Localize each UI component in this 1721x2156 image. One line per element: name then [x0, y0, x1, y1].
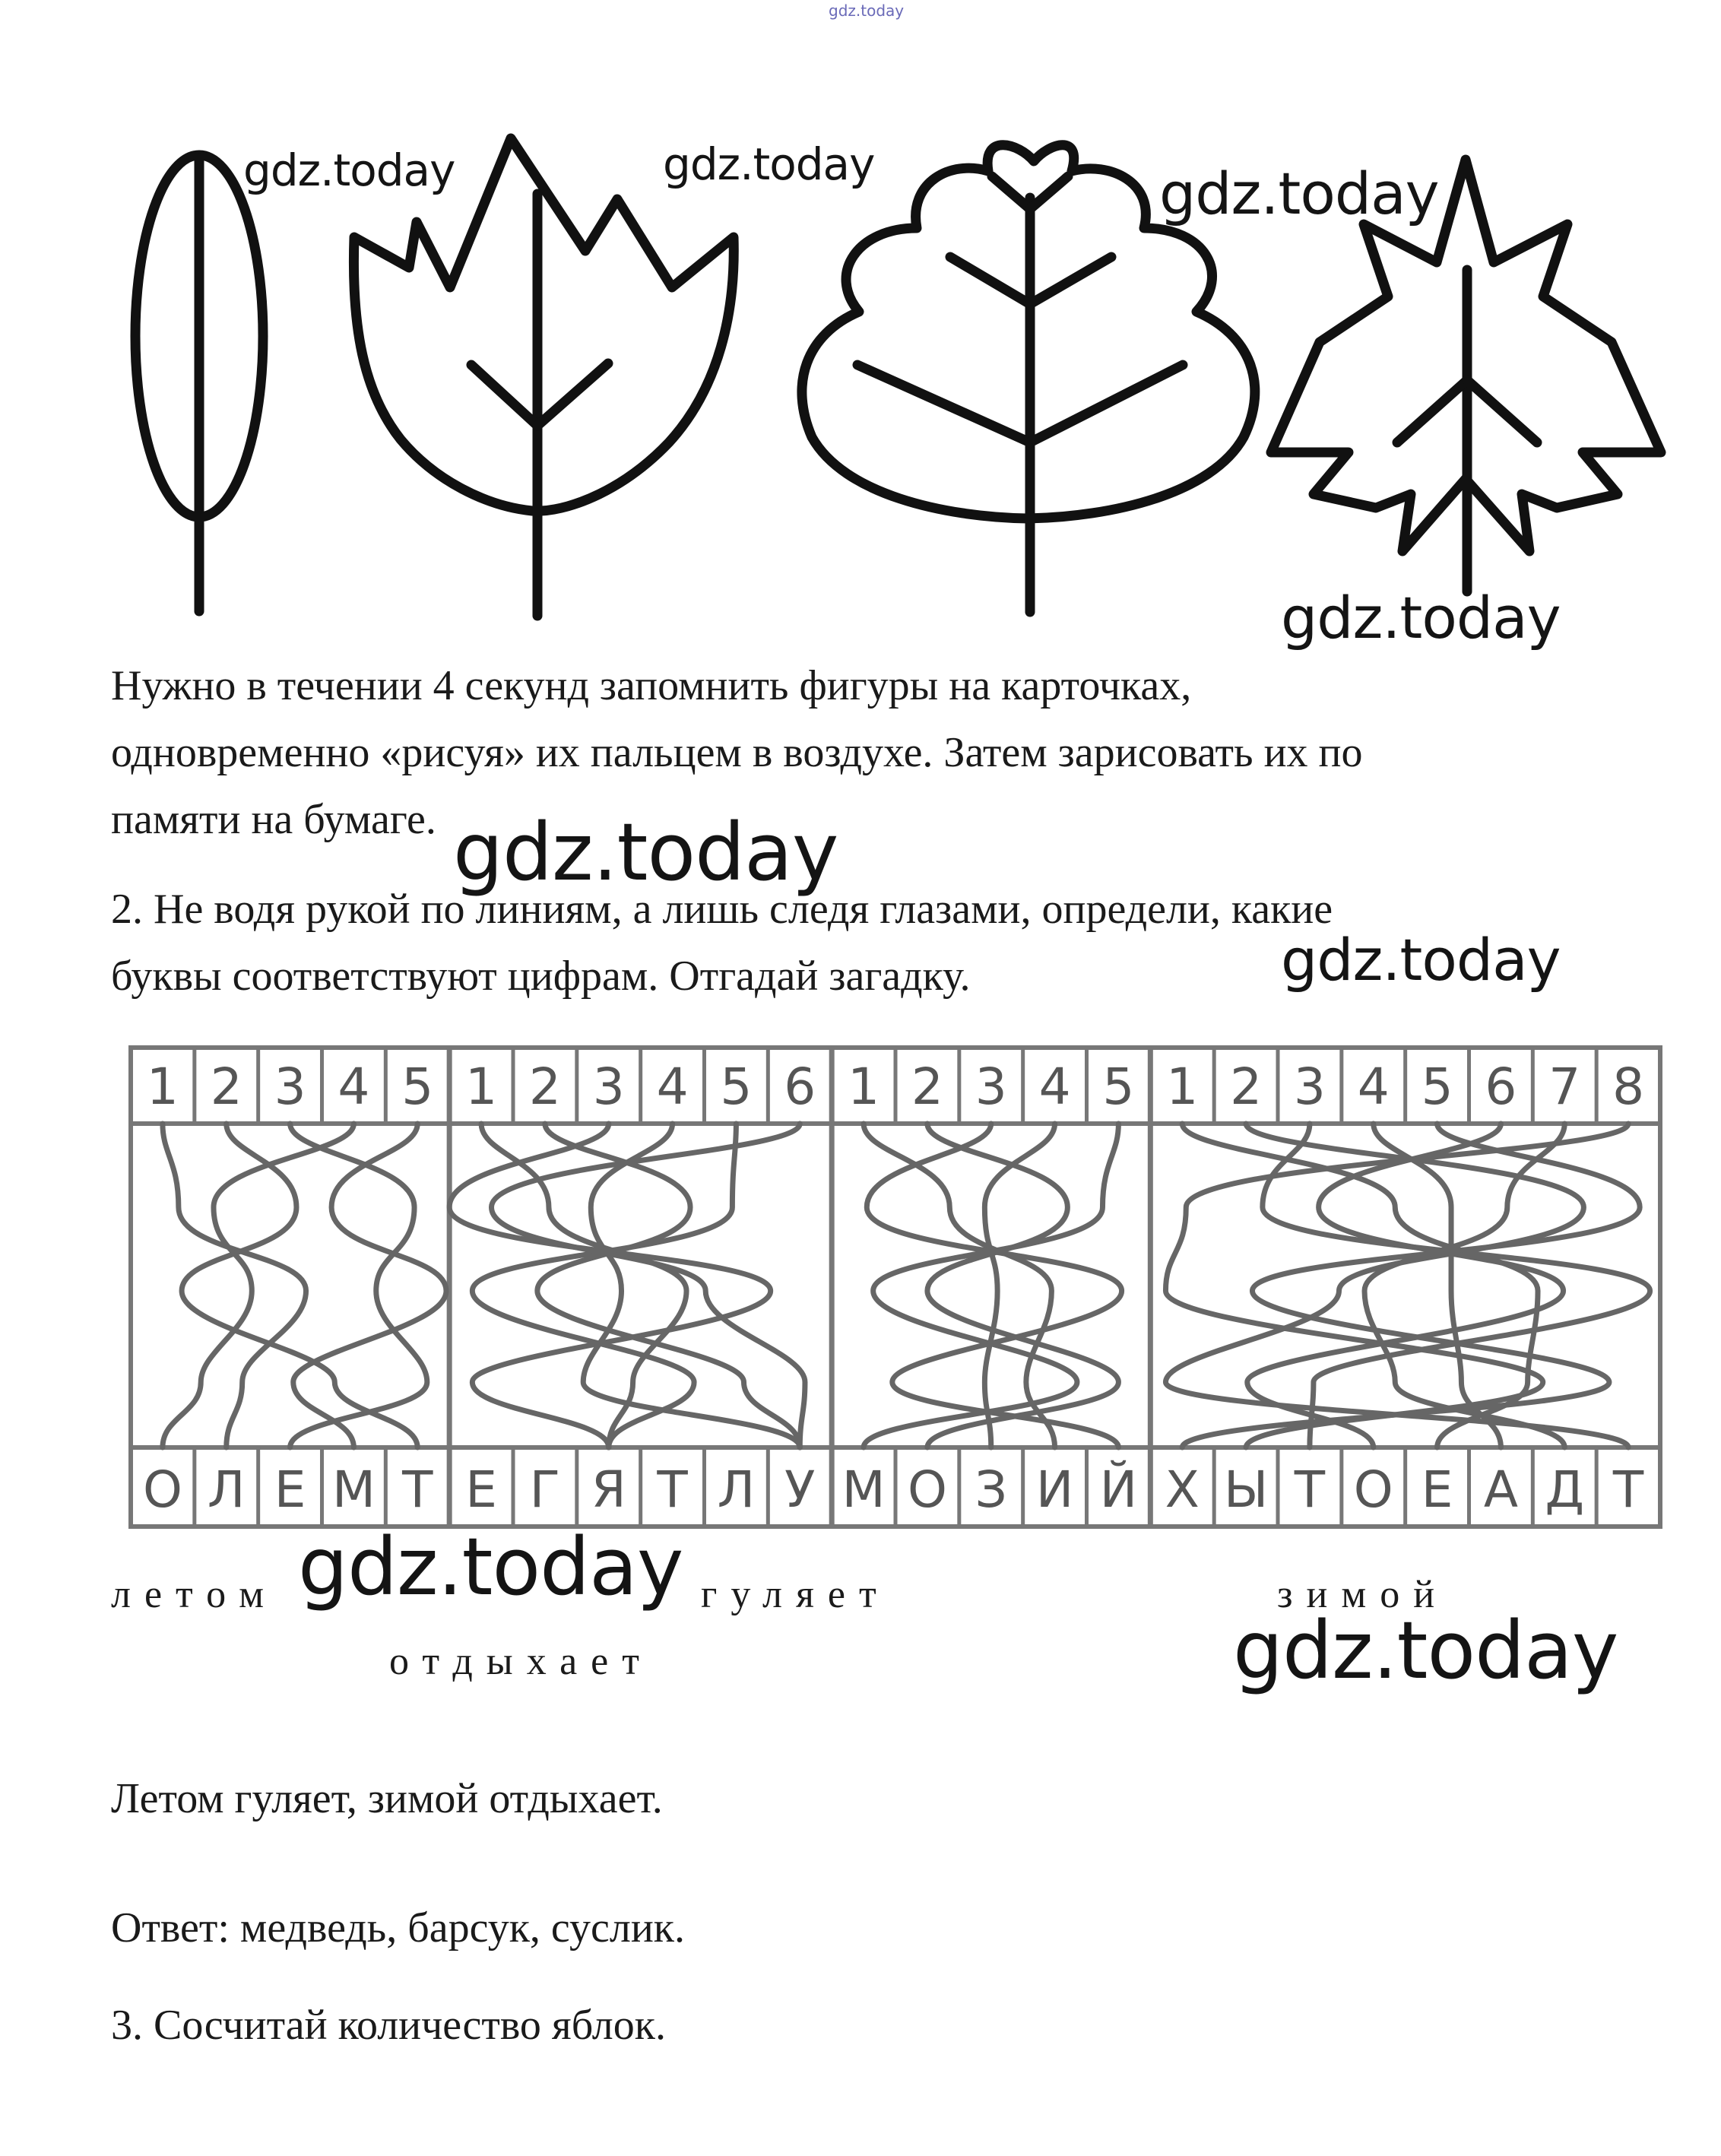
puzzle-number: 6 [1485, 1057, 1517, 1116]
word-zimoy: зимой [1277, 1573, 1449, 1616]
task1-line: Нужно в течении 4 секунд запомнить фигуры на карточках, [111, 662, 1192, 709]
task3-title: 3. Сосчитай количество яблок. [111, 2002, 666, 2049]
puzzle-number: 2 [210, 1057, 242, 1116]
answer-text: Ответ: медведь, барсук, суслик. [111, 1904, 685, 1951]
tangled-line [290, 1124, 427, 1447]
word-otdykhaet: отдыхает [389, 1640, 653, 1683]
puzzle-number: 4 [1357, 1057, 1390, 1116]
puzzle-letter: Е [274, 1460, 306, 1519]
task2-line: 2. Не водя рукой по линиям, а лишь следя глазами, определи, какие [111, 886, 1333, 933]
watermark: gdz.today [1159, 160, 1439, 227]
puzzle-number: 3 [274, 1057, 306, 1116]
puzzle-number: 4 [1038, 1057, 1071, 1116]
puzzle-letter: З [975, 1460, 1007, 1519]
puzzle-letter: Г [529, 1460, 561, 1519]
puzzle-letter: Ы [1223, 1460, 1269, 1519]
puzzle-letter: Л [717, 1460, 756, 1519]
puzzle-number: 4 [338, 1057, 370, 1116]
tangled-line [293, 1124, 446, 1447]
puzzle-number: 3 [975, 1057, 1007, 1116]
puzzle-number: 1 [848, 1057, 880, 1116]
puzzle-letter: Т [657, 1460, 688, 1519]
puzzle-letter: Л [207, 1460, 246, 1519]
task1-line: одновременно «рисуя» их пальцем в воздухе. Затем зарисовать их по [111, 729, 1363, 776]
puzzle-letter: А [1483, 1460, 1518, 1519]
puzzle-number: 5 [1421, 1057, 1453, 1116]
puzzle-letter: И [1035, 1460, 1074, 1519]
puzzle-letter: Й [1099, 1460, 1138, 1519]
tangled-lines-puzzle [0, 1034, 1721, 1536]
task2-line: буквы соответствуют цифрам. Отгадай загадку. [111, 953, 971, 1000]
top-watermark: gdz.today [829, 2, 905, 20]
puzzle-letter: У [784, 1460, 816, 1519]
puzzle-number: 6 [784, 1057, 816, 1116]
puzzle-letter: Я [591, 1460, 626, 1519]
watermark: gdz.today [243, 144, 455, 196]
puzzle-number: 5 [720, 1057, 753, 1116]
leaf-pointed-icon [353, 138, 734, 616]
puzzle-letter: Х [1165, 1460, 1200, 1519]
puzzle-letter: Е [465, 1460, 497, 1519]
tangled-line [163, 1124, 353, 1447]
watermark: gdz.today [1281, 926, 1561, 994]
puzzle-number: 3 [592, 1057, 625, 1116]
watermark: gdz.today [298, 1520, 683, 1613]
puzzle-number: 2 [1230, 1057, 1263, 1116]
watermark: gdz.today [1281, 584, 1561, 652]
puzzle-letter: Е [1421, 1460, 1453, 1519]
word-gulyaet: гуляет [701, 1573, 890, 1616]
word-letom: летом [111, 1573, 277, 1616]
leaf-oval-icon [135, 155, 263, 611]
puzzle-letter: Д [1545, 1460, 1585, 1519]
puzzle-number: 3 [1293, 1057, 1326, 1116]
puzzle-letter: О [142, 1460, 182, 1519]
watermark: gdz.today [1233, 1604, 1618, 1697]
puzzle-letter: О [907, 1460, 947, 1519]
tangled-line [867, 1124, 1121, 1447]
tangled-line [927, 1124, 1119, 1447]
riddle-text: Летом гуляет, зимой отдыхает. [111, 1775, 663, 1822]
puzzle-number: 8 [1612, 1057, 1645, 1116]
puzzle-number: 1 [1166, 1057, 1199, 1116]
leaf-figures [0, 0, 1721, 639]
puzzle-number: 2 [911, 1057, 943, 1116]
puzzle-number: 5 [401, 1057, 434, 1116]
puzzle-letter: Т [402, 1460, 433, 1519]
puzzle-letter: О [1353, 1460, 1393, 1519]
task1-line: памяти на бумаге. [111, 796, 436, 843]
puzzle-letter: Т [1612, 1460, 1644, 1519]
puzzle-letter: Т [1294, 1460, 1326, 1519]
puzzle-number: 4 [656, 1057, 689, 1116]
puzzle-number: 1 [465, 1057, 498, 1116]
puzzle-number: 2 [528, 1057, 561, 1116]
puzzle-number: 1 [146, 1057, 179, 1116]
watermark: gdz.today [453, 806, 838, 899]
puzzle-number: 7 [1548, 1057, 1581, 1116]
puzzle-number: 5 [1102, 1057, 1135, 1116]
puzzle-letter: М [841, 1460, 886, 1519]
puzzle-letter: М [331, 1460, 376, 1519]
watermark: gdz.today [663, 138, 875, 190]
